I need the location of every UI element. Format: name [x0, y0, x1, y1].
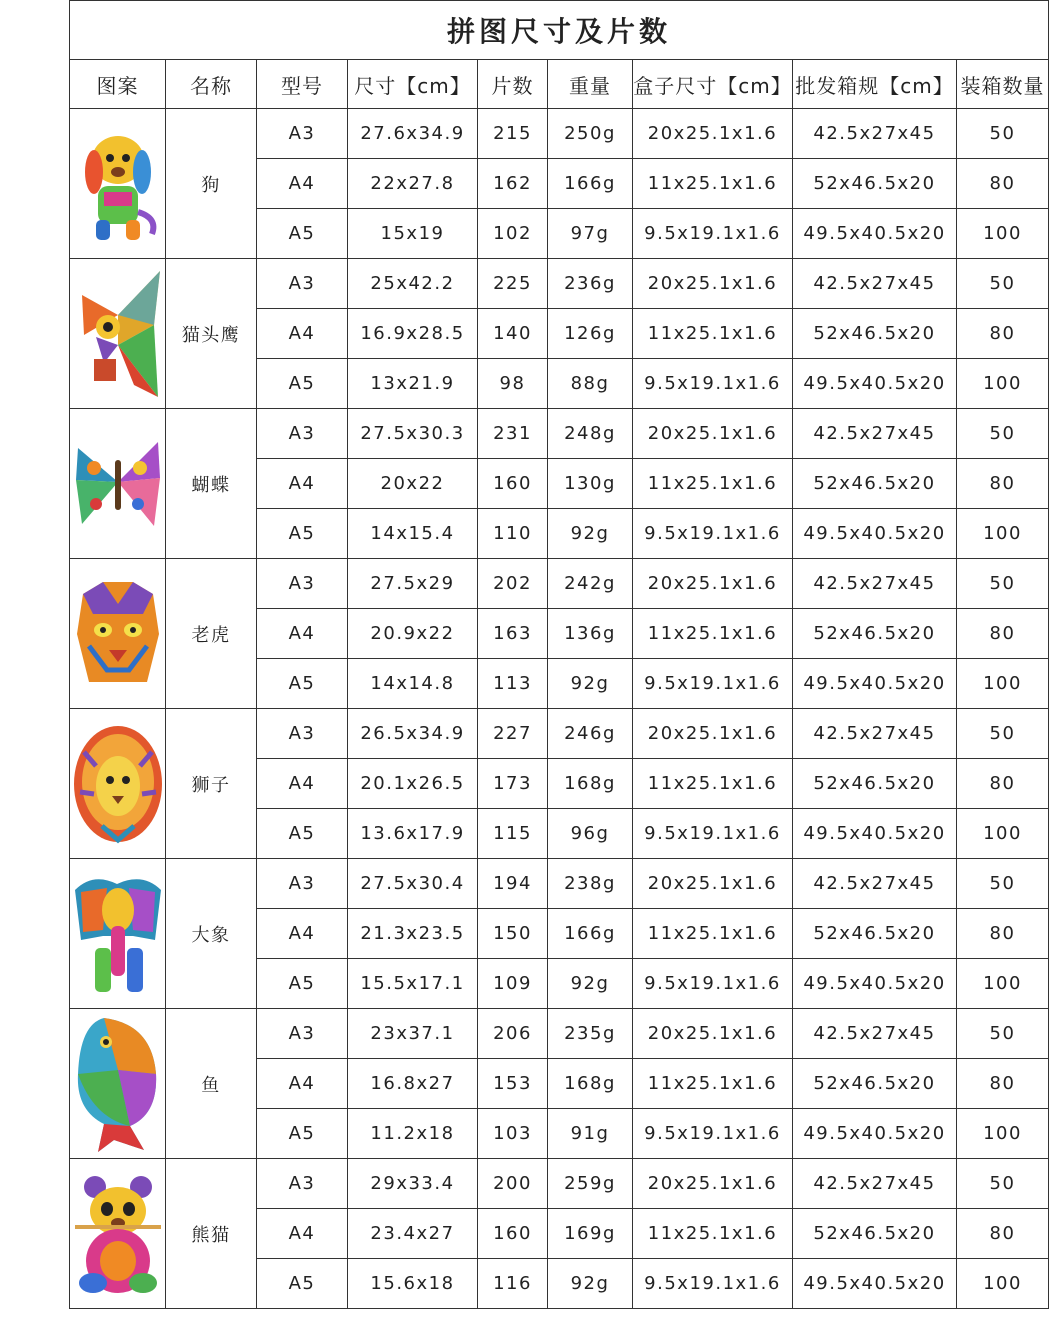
table-row	[70, 1009, 1049, 1059]
carton-qty-cell: 80	[957, 459, 1049, 509]
model-cell: A3	[257, 109, 348, 159]
animal-name-cell: 老虎	[166, 559, 257, 709]
carton-size-cell: 52x46.5x20	[793, 909, 957, 959]
box-size-cell: 9.5x19.1x1.6	[633, 809, 793, 859]
carton-qty-cell: 50	[957, 859, 1049, 909]
carton-size-cell: 49.5x40.5x20	[793, 1109, 957, 1159]
pieces-cell: 98	[478, 359, 548, 409]
carton-size-cell: 49.5x40.5x20	[793, 659, 957, 709]
weight-cell: 236g	[548, 259, 633, 309]
model-cell: A4	[257, 759, 348, 809]
carton-qty-cell: 80	[957, 1209, 1049, 1259]
pieces-cell: 225	[478, 259, 548, 309]
carton-qty-cell: 80	[957, 1059, 1049, 1109]
weight-cell: 169g	[548, 1209, 633, 1259]
model-cell: A5	[257, 1259, 348, 1309]
model-cell: A3	[257, 559, 348, 609]
animal-name-cell: 狗	[166, 109, 257, 259]
carton-qty-cell: 100	[957, 1259, 1049, 1309]
model-cell: A3	[257, 1159, 348, 1209]
model-cell: A5	[257, 809, 348, 859]
pieces-cell: 110	[478, 509, 548, 559]
pattern-image-cell	[70, 559, 166, 709]
animal-name-cell: 熊猫	[166, 1159, 257, 1309]
model-cell: A4	[257, 309, 348, 359]
carton-qty-cell: 50	[957, 259, 1049, 309]
carton-size-cell: 42.5x27x45	[793, 409, 957, 459]
carton-size-cell: 49.5x40.5x20	[793, 209, 957, 259]
model-cell: A5	[257, 959, 348, 1009]
pattern-image-cell	[70, 109, 166, 259]
box-size-cell: 9.5x19.1x1.6	[633, 1109, 793, 1159]
carton-size-cell: 42.5x27x45	[793, 859, 957, 909]
pieces-cell: 194	[478, 859, 548, 909]
model-cell: A5	[257, 659, 348, 709]
model-cell: A4	[257, 609, 348, 659]
carton-size-cell: 42.5x27x45	[793, 259, 957, 309]
carton-size-cell: 42.5x27x45	[793, 109, 957, 159]
box-size-cell: 9.5x19.1x1.6	[633, 509, 793, 559]
table-row	[70, 259, 1049, 309]
carton-qty-cell: 80	[957, 909, 1049, 959]
animal-name-cell: 猫头鹰	[166, 259, 257, 409]
elephant-puzzle-icon	[70, 870, 165, 998]
size-cell: 22x27.8	[348, 159, 478, 209]
animal-name-cell: 鱼	[166, 1009, 257, 1159]
model-cell: A3	[257, 409, 348, 459]
box-size-cell: 11x25.1x1.6	[633, 609, 793, 659]
pieces-cell: 215	[478, 109, 548, 159]
carton-qty-cell: 100	[957, 359, 1049, 409]
model-cell: A4	[257, 1059, 348, 1109]
carton-qty-cell: 100	[957, 209, 1049, 259]
carton-size-cell: 42.5x27x45	[793, 709, 957, 759]
weight-cell: 168g	[548, 1059, 633, 1109]
pieces-cell: 153	[478, 1059, 548, 1109]
model-cell: A5	[257, 1109, 348, 1159]
tiger-puzzle-icon	[70, 574, 165, 694]
butterfly-puzzle-icon	[70, 438, 165, 530]
carton-qty-cell: 100	[957, 509, 1049, 559]
weight-cell: 97g	[548, 209, 633, 259]
carton-qty-cell: 80	[957, 309, 1049, 359]
carton-size-cell: 49.5x40.5x20	[793, 359, 957, 409]
pieces-cell: 231	[478, 409, 548, 459]
size-cell: 13.6x17.9	[348, 809, 478, 859]
table-row	[70, 1159, 1049, 1209]
weight-cell: 246g	[548, 709, 633, 759]
weight-cell: 130g	[548, 459, 633, 509]
header-weight: 重量	[548, 60, 633, 109]
box-size-cell: 9.5x19.1x1.6	[633, 1259, 793, 1309]
size-cell: 15.5x17.1	[348, 959, 478, 1009]
box-size-cell: 20x25.1x1.6	[633, 709, 793, 759]
model-cell: A5	[257, 359, 348, 409]
table-row	[70, 109, 1049, 159]
pieces-cell: 140	[478, 309, 548, 359]
box-size-cell: 9.5x19.1x1.6	[633, 209, 793, 259]
animal-name-cell: 蝴蝶	[166, 409, 257, 559]
pattern-image-cell	[70, 259, 166, 409]
box-size-cell: 11x25.1x1.6	[633, 1209, 793, 1259]
size-cell: 13x21.9	[348, 359, 478, 409]
panda-puzzle-icon	[70, 1171, 165, 1297]
carton-size-cell: 42.5x27x45	[793, 1009, 957, 1059]
size-cell: 27.5x29	[348, 559, 478, 609]
pieces-cell: 202	[478, 559, 548, 609]
weight-cell: 96g	[548, 809, 633, 859]
carton-size-cell: 49.5x40.5x20	[793, 809, 957, 859]
carton-size-cell: 42.5x27x45	[793, 1159, 957, 1209]
box-size-cell: 11x25.1x1.6	[633, 1059, 793, 1109]
weight-cell: 92g	[548, 1259, 633, 1309]
model-cell: A4	[257, 909, 348, 959]
size-cell: 14x14.8	[348, 659, 478, 709]
pieces-cell: 102	[478, 209, 548, 259]
size-cell: 21.3x23.5	[348, 909, 478, 959]
header-pattern: 图案	[70, 60, 166, 109]
puzzle-spec-table	[69, 0, 1049, 1309]
weight-cell: 250g	[548, 109, 633, 159]
weight-cell: 92g	[548, 959, 633, 1009]
model-cell: A4	[257, 159, 348, 209]
weight-cell: 242g	[548, 559, 633, 609]
box-size-cell: 20x25.1x1.6	[633, 409, 793, 459]
size-cell: 16.9x28.5	[348, 309, 478, 359]
model-cell: A3	[257, 1009, 348, 1059]
weight-cell: 92g	[548, 659, 633, 709]
table-row	[70, 709, 1049, 759]
carton-qty-cell: 100	[957, 659, 1049, 709]
carton-qty-cell: 50	[957, 1009, 1049, 1059]
box-size-cell: 20x25.1x1.6	[633, 1159, 793, 1209]
carton-qty-cell: 80	[957, 759, 1049, 809]
pieces-cell: 150	[478, 909, 548, 959]
pieces-cell: 116	[478, 1259, 548, 1309]
box-size-cell: 20x25.1x1.6	[633, 859, 793, 909]
pieces-cell: 115	[478, 809, 548, 859]
pattern-image-cell	[70, 1159, 166, 1309]
carton-qty-cell: 50	[957, 559, 1049, 609]
size-cell: 27.6x34.9	[348, 109, 478, 159]
size-cell: 15x19	[348, 209, 478, 259]
size-cell: 25x42.2	[348, 259, 478, 309]
table-row	[70, 409, 1049, 459]
carton-size-cell: 52x46.5x20	[793, 159, 957, 209]
weight-cell: 248g	[548, 409, 633, 459]
header-box-size: 盒子尺寸【cm】	[633, 60, 793, 109]
weight-cell: 136g	[548, 609, 633, 659]
carton-size-cell: 42.5x27x45	[793, 559, 957, 609]
box-size-cell: 11x25.1x1.6	[633, 909, 793, 959]
carton-size-cell: 49.5x40.5x20	[793, 959, 957, 1009]
table-row	[70, 559, 1049, 609]
size-cell: 27.5x30.4	[348, 859, 478, 909]
pieces-cell: 162	[478, 159, 548, 209]
pattern-image-cell	[70, 1009, 166, 1159]
weight-cell: 166g	[548, 159, 633, 209]
owl-puzzle-icon	[70, 265, 165, 403]
weight-cell: 235g	[548, 1009, 633, 1059]
fish-puzzle-icon	[70, 1014, 165, 1154]
size-cell: 14x15.4	[348, 509, 478, 559]
pieces-cell: 160	[478, 1209, 548, 1259]
weight-cell: 92g	[548, 509, 633, 559]
model-cell: A3	[257, 259, 348, 309]
dog-puzzle-icon	[70, 120, 165, 248]
weight-cell: 88g	[548, 359, 633, 409]
box-size-cell: 11x25.1x1.6	[633, 309, 793, 359]
carton-size-cell: 49.5x40.5x20	[793, 1259, 957, 1309]
header-carton-qty: 装箱数量	[957, 60, 1049, 109]
box-size-cell: 11x25.1x1.6	[633, 759, 793, 809]
carton-qty-cell: 50	[957, 109, 1049, 159]
pattern-image-cell	[70, 859, 166, 1009]
box-size-cell: 20x25.1x1.6	[633, 559, 793, 609]
carton-qty-cell: 50	[957, 709, 1049, 759]
header-name: 名称	[166, 60, 257, 109]
carton-size-cell: 49.5x40.5x20	[793, 509, 957, 559]
pieces-cell: 109	[478, 959, 548, 1009]
animal-name-cell: 大象	[166, 859, 257, 1009]
carton-qty-cell: 100	[957, 1109, 1049, 1159]
size-cell: 29x33.4	[348, 1159, 478, 1209]
carton-size-cell: 52x46.5x20	[793, 459, 957, 509]
header-model: 型号	[257, 60, 348, 109]
header-size: 尺寸【cm】	[348, 60, 478, 109]
pieces-cell: 227	[478, 709, 548, 759]
box-size-cell: 9.5x19.1x1.6	[633, 659, 793, 709]
size-cell: 20x22	[348, 459, 478, 509]
box-size-cell: 11x25.1x1.6	[633, 159, 793, 209]
carton-size-cell: 52x46.5x20	[793, 759, 957, 809]
header-row	[70, 60, 1049, 109]
size-cell: 20.9x22	[348, 609, 478, 659]
table-title: 拼图尺寸及片数	[70, 1, 1049, 60]
weight-cell: 91g	[548, 1109, 633, 1159]
model-cell: A4	[257, 1209, 348, 1259]
pattern-image-cell	[70, 409, 166, 559]
carton-qty-cell: 50	[957, 1159, 1049, 1209]
size-cell: 11.2x18	[348, 1109, 478, 1159]
carton-qty-cell: 50	[957, 409, 1049, 459]
pieces-cell: 200	[478, 1159, 548, 1209]
box-size-cell: 20x25.1x1.6	[633, 1009, 793, 1059]
size-cell: 15.6x18	[348, 1259, 478, 1309]
header-carton-size: 批发箱规【cm】	[793, 60, 957, 109]
lion-puzzle-icon	[70, 722, 165, 846]
pieces-cell: 113	[478, 659, 548, 709]
model-cell: A5	[257, 509, 348, 559]
size-cell: 16.8x27	[348, 1059, 478, 1109]
model-cell: A3	[257, 709, 348, 759]
carton-qty-cell: 100	[957, 809, 1049, 859]
size-cell: 23x37.1	[348, 1009, 478, 1059]
size-cell: 23.4x27	[348, 1209, 478, 1259]
animal-name-cell: 狮子	[166, 709, 257, 859]
pattern-image-cell	[70, 709, 166, 859]
pieces-cell: 103	[478, 1109, 548, 1159]
pieces-cell: 160	[478, 459, 548, 509]
carton-size-cell: 52x46.5x20	[793, 1059, 957, 1109]
carton-size-cell: 52x46.5x20	[793, 1209, 957, 1259]
box-size-cell: 11x25.1x1.6	[633, 459, 793, 509]
model-cell: A5	[257, 209, 348, 259]
pieces-cell: 173	[478, 759, 548, 809]
weight-cell: 259g	[548, 1159, 633, 1209]
size-cell: 20.1x26.5	[348, 759, 478, 809]
header-pieces: 片数	[478, 60, 548, 109]
carton-size-cell: 52x46.5x20	[793, 609, 957, 659]
box-size-cell: 9.5x19.1x1.6	[633, 959, 793, 1009]
weight-cell: 168g	[548, 759, 633, 809]
size-cell: 27.5x30.3	[348, 409, 478, 459]
box-size-cell: 20x25.1x1.6	[633, 259, 793, 309]
carton-qty-cell: 80	[957, 609, 1049, 659]
size-cell: 26.5x34.9	[348, 709, 478, 759]
weight-cell: 238g	[548, 859, 633, 909]
pieces-cell: 163	[478, 609, 548, 659]
weight-cell: 166g	[548, 909, 633, 959]
table-row	[70, 859, 1049, 909]
box-size-cell: 9.5x19.1x1.6	[633, 359, 793, 409]
carton-qty-cell: 80	[957, 159, 1049, 209]
model-cell: A4	[257, 459, 348, 509]
pieces-cell: 206	[478, 1009, 548, 1059]
model-cell: A3	[257, 859, 348, 909]
carton-qty-cell: 100	[957, 959, 1049, 1009]
carton-size-cell: 52x46.5x20	[793, 309, 957, 359]
box-size-cell: 20x25.1x1.6	[633, 109, 793, 159]
weight-cell: 126g	[548, 309, 633, 359]
